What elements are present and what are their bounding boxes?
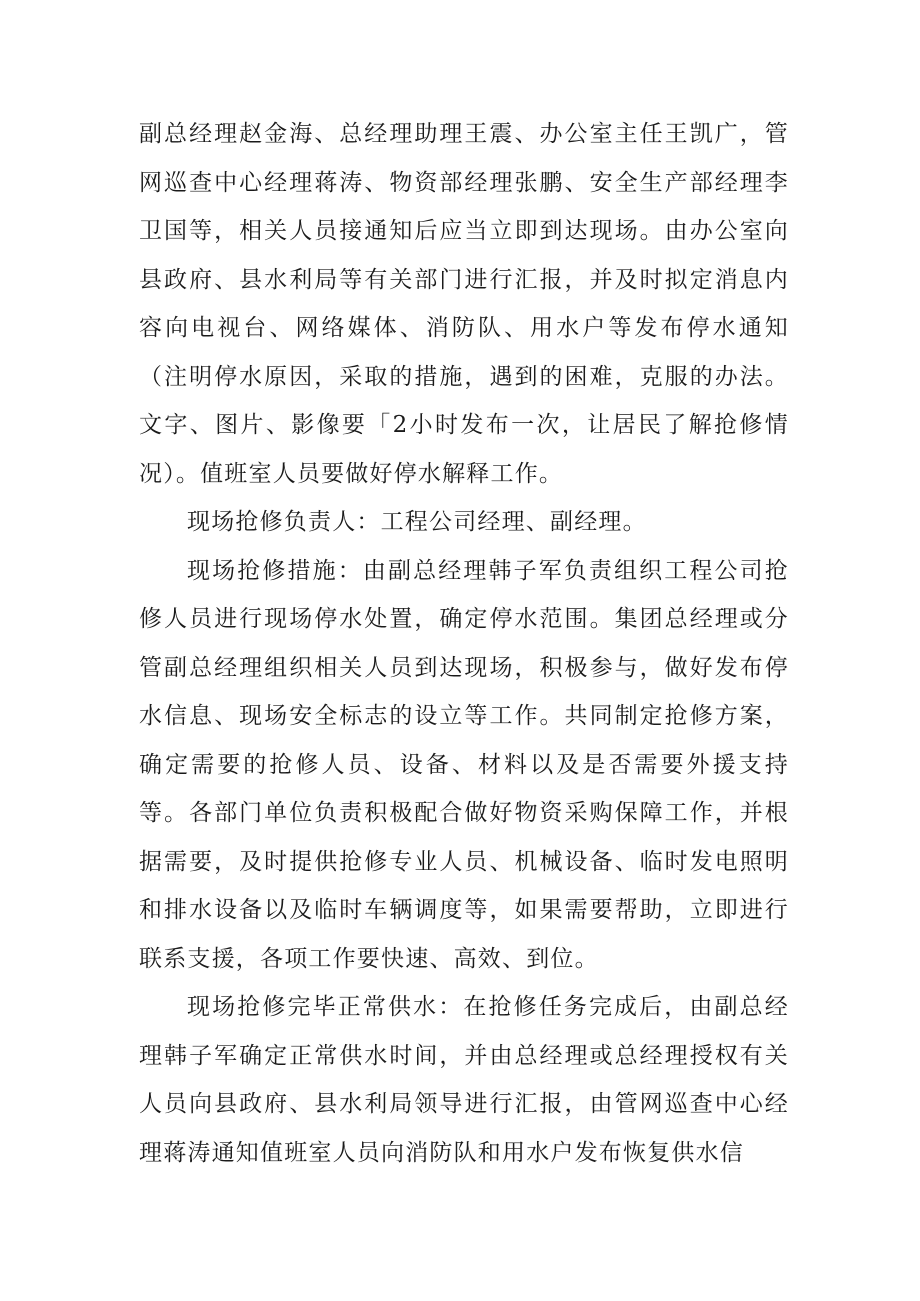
paragraph-notification: 副总经理赵金海、总经理助理王震、办公室主任王凯广，管网巡查中心经理蒋涛、物资部经理张鹏、安全生产部经理李卫国等，相关人员接通知后应当立即到达现场。由办公室向县政府、县水利局等有关部门进行汇报，并及时拟定消息内容向电视台、网络媒体、消防队、用水户等发布停水通知（注明停水原因，采取的措施，遇到的困难，克服的办法。文字、图片、影像要「2小时发布一次，让居民了解抢修情况）。值班室人员要做好停水解释工作。 bbox=[139, 121, 789, 487]
paragraph-restore-supply: 现场抢修完毕正常供水：在抢修任务完成后，由副总经理韩子军确定正常供水时间，并由总经理或总经理授权有关人员向县政府、县水利局领导进行汇报，由管网巡查中心经理蒋涛通知值班室人员向消防队和用水户发布恢复供水信 bbox=[139, 994, 789, 1166]
paragraph-repair-measures: 现场抢修措施：由副总经理韩子军负责组织工程公司抢修人员进行现场停水处置，确定停水范围。集团总经理或分管副总经理组织相关人员到达现场，积极参与，做好发布停水信息、现场安全标志的设立等工作。共同制定抢修方案，确定需要的抢修人员、设备、材料以及是否需要外援支持等。各部门单位负责积极配合做好物资采购保障工作，并根据需要，及时提供抢修专业人员、机械设备、临时发电照明和排水设备以及临时车辆调度等，如果需要帮助，立即进行联系支援，各项工作要快速、高效、到位。 bbox=[139, 557, 789, 972]
document-body bbox=[139, 110, 789, 1177]
paragraph-repair-lead: 现场抢修负责人：工程公司经理、副经理。 bbox=[187, 509, 647, 535]
